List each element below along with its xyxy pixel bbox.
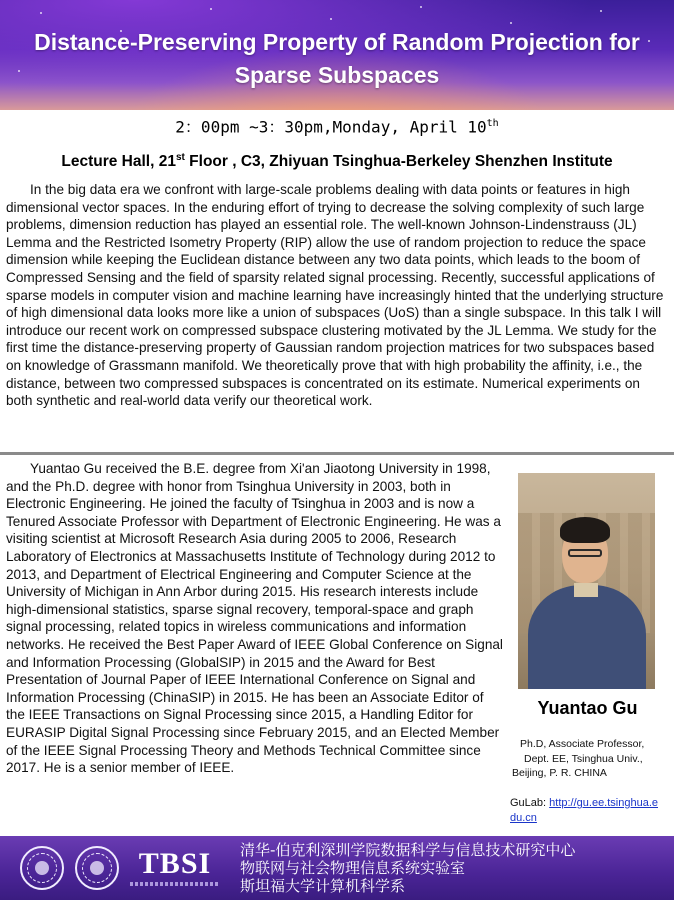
title-banner <box>0 0 674 110</box>
photo-body <box>528 585 646 689</box>
speaker-location: Beijing, P. R. CHINA <box>512 767 607 779</box>
photo-hair <box>560 517 610 543</box>
venue-part-1: Lecture Hall, 21 <box>61 153 176 171</box>
event-time-main: 2：00pm ~3：30pm,Monday, April 10 <box>175 117 487 137</box>
gulab-url-part-2: du.cn <box>510 812 537 824</box>
organizer-line-2: 物联网与社会物理信息系统实验室 <box>240 859 466 877</box>
talk-title-line-1: Distance-Preserving Property of Random Projection for <box>34 29 640 55</box>
tbsi-logo <box>130 846 220 892</box>
footer-band <box>0 836 674 900</box>
talk-title-line-2: Sparse Subspaces <box>234 62 440 88</box>
speaker-name: Yuantao Gu <box>537 698 638 718</box>
photo-collar <box>574 583 598 597</box>
event-time-suffix: th <box>486 118 499 129</box>
institute-seal-icon <box>75 846 119 890</box>
talk-abstract: In the big data era we confront with large-scale problems dealing with data points or features in high dimensional vector spaces. In the enduring effort of trying to decrease the solving complexity of such large problems, dimension reduction has played an essential role. The well-known Johnson-Lindenstrauss (JL) Lemma and the Restricted Isometry Property (RIP) allow the use of random projection to reduce the space dimension while keeping the Euclidean distance between any two data points, which leads to the boom of Compressed Sensing and the field of sparsity related signal processing. Recently, successful applications of sparse models in computer vision and machine learning have increasingly hinted that the underlying structure of high dimensional data looks more like a union of subspaces (UoS) than a single subspace. In this talk I will introduce our recent work on compressed subspace clustering motivated by the JL Lemma. We study for the first time the distance-preserving property of Gaussian random projection matrices for two subspaces based on knowledge of Grassmann manifold. We theoretically prove that with high probability the affinity, i.e., the distance, between two compressed subspaces is concentrated on its estimate. Numerical experiments on both synthetic and real-world data verify our theoretical work. <box>6 182 664 409</box>
speaker-biography: Yuantao Gu received the B.E. degree from Xi'an Jiaotong University in 1998, and the Ph.D. degree with honor from Tsinghua University in 2003, both in Electronic Engineering. He joined the faculty of Tsinghua in 2003 and is now a Tenured Associate Professor with Department of Electronic Engineering. He was a visiting scientist at Microsoft Research Asia during 2005 to 2006, Research Laboratory of Electronics at Massachusetts Institute of Technology during 2012 to 2013, and Department of Electrical Engineering and Computer Science at the University of Michigan in Ann Arbor during 2015. His research interests include high-dimensional statistics, sparse signal recovery, temporal-space and graph signal processing, related topics in wireless communications and information networks. He received the Best Paper Award of IEEE Global Conference on Signal and Information Processing (GlobalSIP) in 2015 and the Award for Best Presentation of Journal Paper of IEEE International Conference on Signal and Information Processing (ChinaSIP) in 2015. He has been an Associate Editor of the IEEE Transactions on Signal Processing since 2015, a Handling Editor for EURASIP Digital Signal Processing since February 2015, and an Elected Member of the IEEE Signal Processing Theory and Methods Technical Committee since 2017. He is a senior member of IEEE. <box>6 461 503 776</box>
event-venue <box>0 146 674 174</box>
section-divider <box>0 452 674 455</box>
speaker-photo <box>518 473 655 689</box>
tbsi-logo-underline <box>130 882 220 886</box>
venue-ordinal: st <box>175 152 185 163</box>
organizer-line-1: 清华-伯克利深圳学院数据科学与信息技术研究中心 <box>240 841 576 859</box>
speaker-department: Dept. EE, Tsinghua Univ., <box>524 752 643 765</box>
venue-part-2: Floor , C3, Zhiyuan Tsinghua-Berkeley Shenzhen Institute <box>184 153 613 171</box>
organizer-line-3: 斯坦福大学计算机科学系 <box>240 877 406 895</box>
gulab-link-block <box>510 796 674 826</box>
university-seal-icon <box>20 846 64 890</box>
event-time <box>0 111 674 140</box>
gulab-label: GuLab: <box>510 797 550 809</box>
gulab-url-part-1: http://gu.ee.tsinghua.e <box>549 797 659 809</box>
organizer-names <box>240 841 670 895</box>
tbsi-logo-text: TBSI <box>138 847 212 880</box>
photo-glasses <box>568 549 602 557</box>
speaker-title: Ph.D, Associate Professor, <box>520 738 645 750</box>
speaker-credentials <box>512 737 674 781</box>
